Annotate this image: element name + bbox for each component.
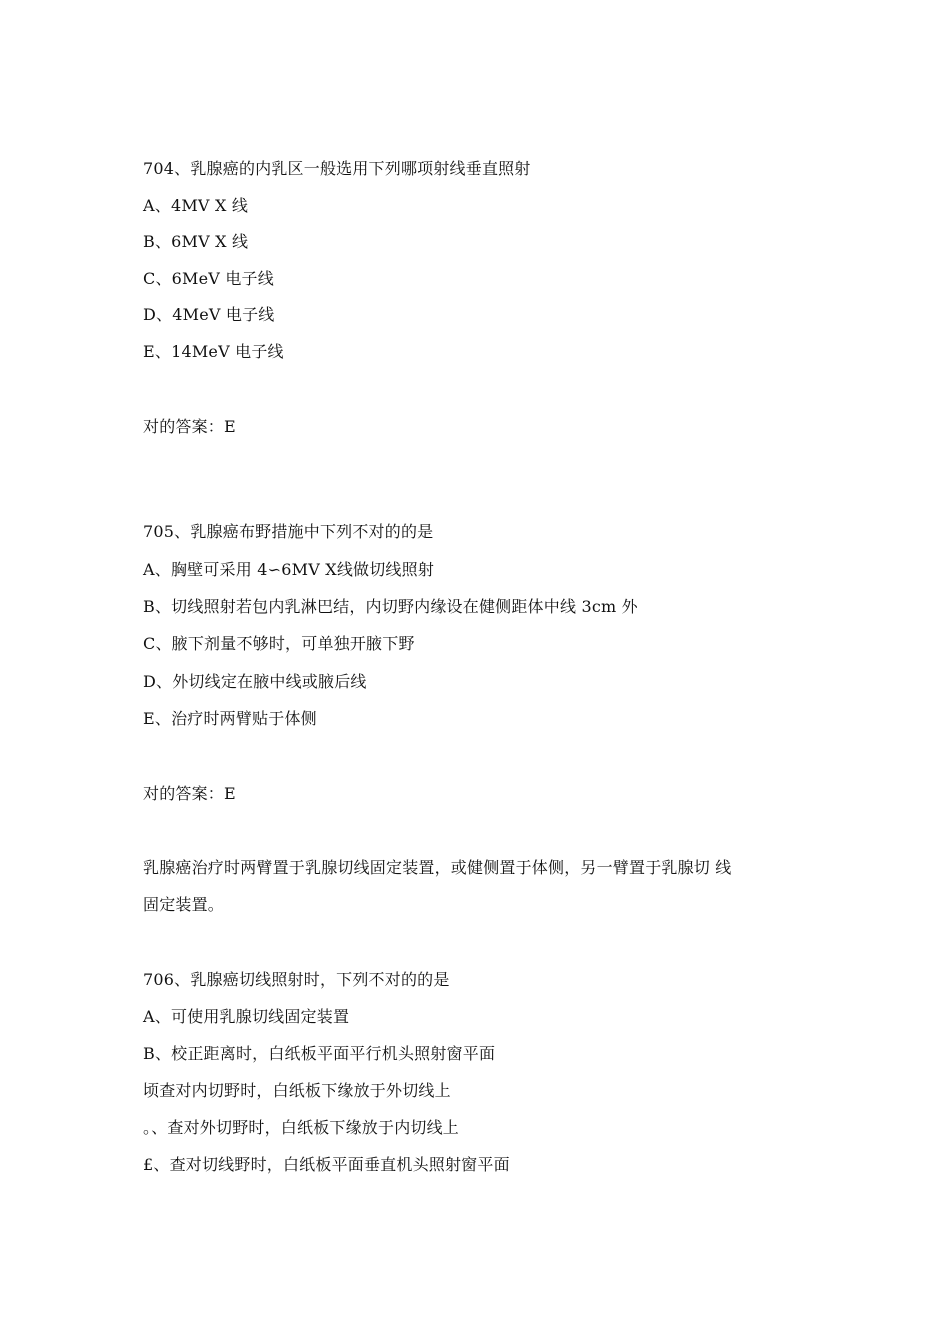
option-d-705: D、外切线定在腋中线或腋后线 [143,672,367,691]
question-stem-706: 706、乳腺癌切线照射时，下列不对的的是 [143,970,450,989]
option-c-705: C、腋下剂量不够时，可单独开腋下野 [143,634,415,653]
option-a-704: A、4MV X 线 [143,196,249,215]
option-b-706: B、校正距离时，白纸板平面平行机头照射窗平面 [143,1044,496,1063]
option-e-706: £、查对切线野时，白纸板平面垂直机头照射窗平面 [143,1155,510,1174]
option-e-704: E、14MeV 电子线 [143,342,284,361]
option-a-705: A、胸壁可采用 4∽6MV X线做切线照射 [143,560,435,579]
option-c-706: 顷查对内切野时，白纸板下缘放于外切线上 [143,1081,451,1100]
option-c-704: C、6MeV 电子线 [143,269,274,288]
question-stem-705: 705、乳腺癌布野措施中下列不对的的是 [143,522,434,541]
option-b-704: B、6MV X 线 [143,232,249,251]
option-e-705: E、治疗时两臂贴于体侧 [143,709,317,728]
explanation-705-line-1: 乳腺癌治疗时两臂置于乳腺切线固定装置，或健侧置于体侧，另一臂置于乳腺切 线 [143,858,732,877]
answer-705: 对的答案：E [143,784,236,803]
answer-704: 对的答案：E [143,417,236,436]
option-a-706: A、可使用乳腺切线固定装置 [143,1007,350,1026]
option-d-704: D、4MeV 电子线 [143,305,275,324]
explanation-705-line-2: 固定装置。 [143,895,225,914]
question-stem-704: 704、乳腺癌的内乳区一般选用下列哪项射线垂直照射 [143,159,531,178]
option-d-706: 。、查对外切野时，白纸板下缘放于内切线上 [143,1118,460,1137]
option-b-705: B、切线照射若包内乳淋巴结，内切野内缘设在健侧距体中线 3cm 外 [143,597,638,616]
